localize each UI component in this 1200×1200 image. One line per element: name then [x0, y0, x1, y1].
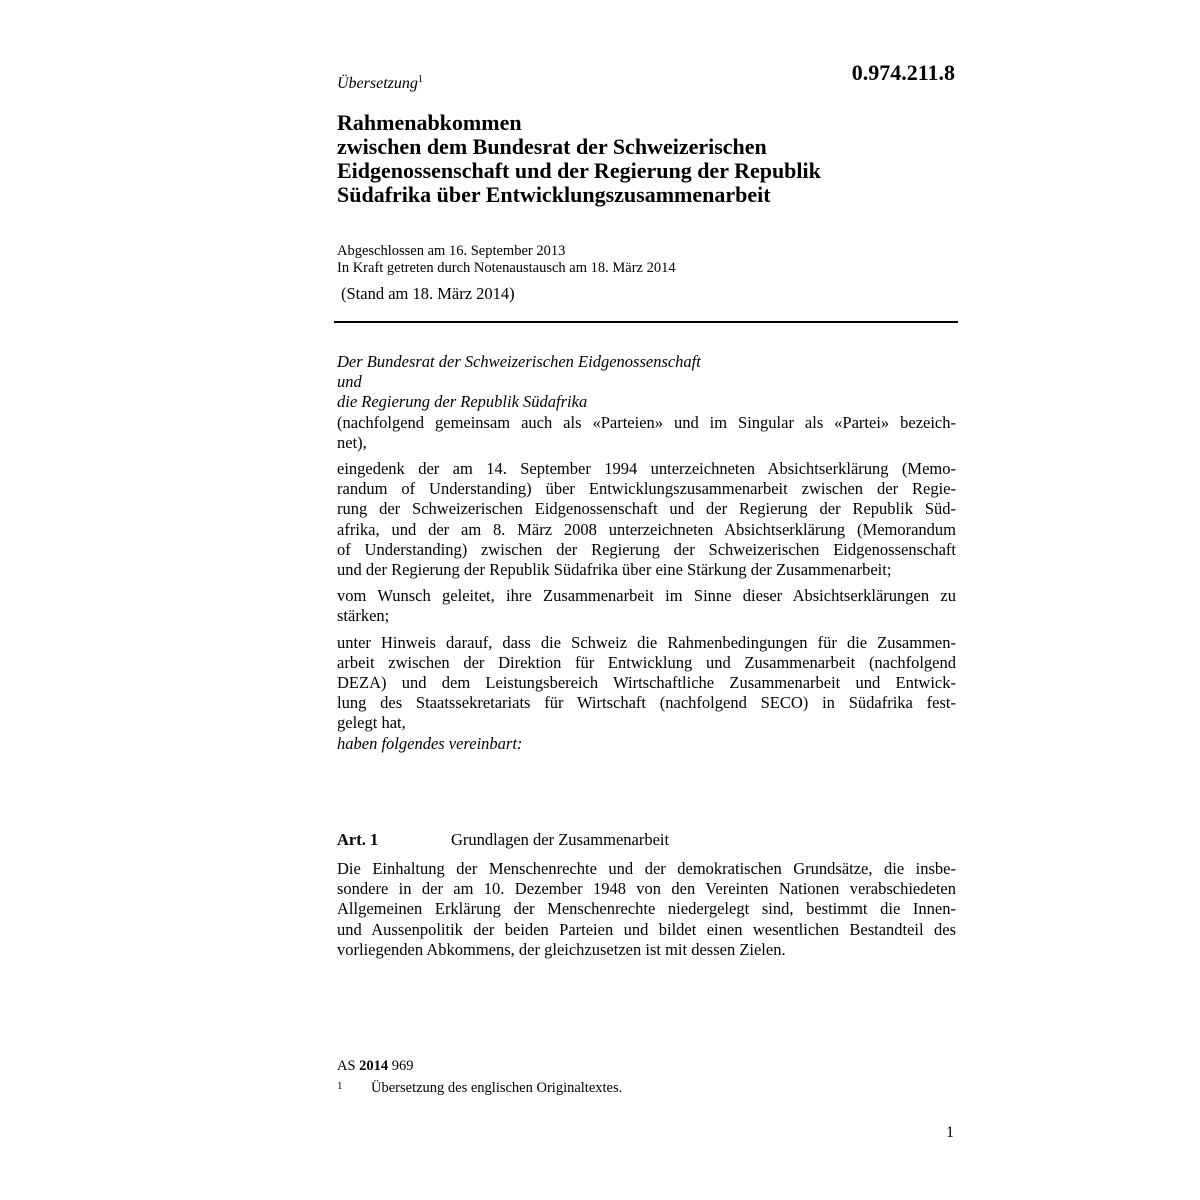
article-1-line: und Aussenpolitik der beiden Parteien und bildet einen wesentlichen Bestandteil des — [337, 919, 956, 939]
party-2: die Regierung der Republik Südafrika — [337, 392, 588, 412]
party-1: Der Bundesrat der Schweizerischen Eidgenossenschaft — [337, 352, 701, 371]
as-year: 2014 — [359, 1058, 389, 1074]
in-force-date: In Kraft getreten durch Notenaustausch am 18. März 2014 — [337, 260, 676, 276]
preamble — [337, 352, 956, 754]
article-number: Art. 1 — [337, 830, 379, 849]
as-reference — [337, 1058, 414, 1075]
preamble-p4-line: unter Hinweis darauf, dass die Schweiz die Rahmenbedingungen für die Zusammen- — [337, 632, 956, 652]
status-date: (Stand am 18. März 2014) — [341, 284, 515, 303]
concluded-date: Abgeschlossen am 16. September 2013 — [337, 243, 566, 259]
footnote-number: 1 — [337, 1080, 343, 1092]
preamble-p2-line: afrika, und der am 8. März 2008 unterzeichneten Absichtserklärung (Memorandum — [337, 519, 956, 539]
translation-note — [337, 74, 423, 93]
header-divider — [334, 321, 958, 323]
title-line: Rahmenabkommen — [337, 110, 522, 135]
preamble-p2-line: rung der Schweizerischen Eidgenossenschaft und der Regierung der Republik Süd- — [337, 499, 956, 519]
as-page: 969 — [391, 1058, 414, 1074]
article-1-heading — [337, 830, 669, 850]
article-title: Grundlagen der Zusammenarbeit — [451, 830, 670, 849]
and-connector: und — [337, 372, 362, 392]
footnote — [337, 1080, 622, 1097]
preamble-p3-line: vom Wunsch geleitet, ihre Zusammenarbeit im Sinne dieser Absichtserklärungen zu — [337, 586, 956, 606]
sr-number: 0.974.211.8 — [851, 60, 955, 85]
article-1-line: Die Einhaltung der Menschenrechte und der demokratischen Grundsätze, die insbe- — [337, 859, 956, 878]
preamble-p2-line: eingedenk der am 14. September 1994 unterzeichneten Absichtserklärung (Memo- — [337, 459, 956, 479]
article-1-line: vorliegenden Abkommens, der gleichzusetzen ist mit dessen Zielen. — [337, 939, 786, 959]
footnote-mark[interactable]: 1 — [417, 74, 423, 85]
title-line: Südafrika über Entwicklungszusammenarbeit — [337, 182, 771, 207]
article-1-line: Allgemeinen Erklärung der Menschenrechte niedergelegt sind, bestimmt die Innen- — [337, 899, 956, 919]
preamble-p3-line: stärken; — [337, 606, 390, 626]
title-line: Eidgenossenschaft und der Regierung der Republik — [337, 158, 821, 183]
preamble-p2-line: und der Regierung der Republik Südafrika über eine Stärkung der Zusammenarbeit; — [337, 560, 892, 580]
preamble-p1-line: (nachfolgend gemeinsam auch als «Parteien» und im Singular als «Partei» bezeich- — [337, 412, 956, 432]
article-1-body — [337, 859, 956, 960]
preamble-p2-line: of Understanding) zwischen der Regierung der Schweizerischen Eidgenossenschaft — [337, 539, 956, 559]
preamble-p4-line: gelegt hat, — [337, 713, 406, 733]
as-prefix: AS — [337, 1058, 356, 1074]
preamble-p1-line: net), — [337, 432, 367, 452]
footnote-text: Übersetzung des englischen Originaltextes. — [371, 1080, 623, 1096]
page-number: 1 — [946, 1124, 954, 1141]
translation-label: Übersetzung — [337, 75, 418, 92]
preamble-p4-line: arbeit zwischen der Direktion für Entwicklung und Zusammenarbeit (nachfolgend — [337, 652, 956, 672]
document-title — [337, 111, 957, 207]
preamble-p4-line: lung des Staatssekretariats für Wirtschaft (nachfolgend SECO) in Südafrika fest- — [337, 693, 956, 713]
preamble-p4-line: DEZA) und dem Leistungsbereich Wirtschaftliche Zusammenarbeit und Entwick- — [337, 673, 956, 693]
preamble-p2-line: randum of Understanding) über Entwicklungszusammenarbeit zwischen der Regie- — [337, 479, 956, 499]
preamble-closing: haben folgendes vereinbart: — [337, 733, 523, 753]
title-line: zwischen dem Bundesrat der Schweizerischen — [337, 134, 767, 159]
document-meta — [337, 243, 676, 277]
article-1-line: sondere in der am 10. Dezember 1948 von den Vereinten Nationen verabschiedeten — [337, 879, 956, 899]
